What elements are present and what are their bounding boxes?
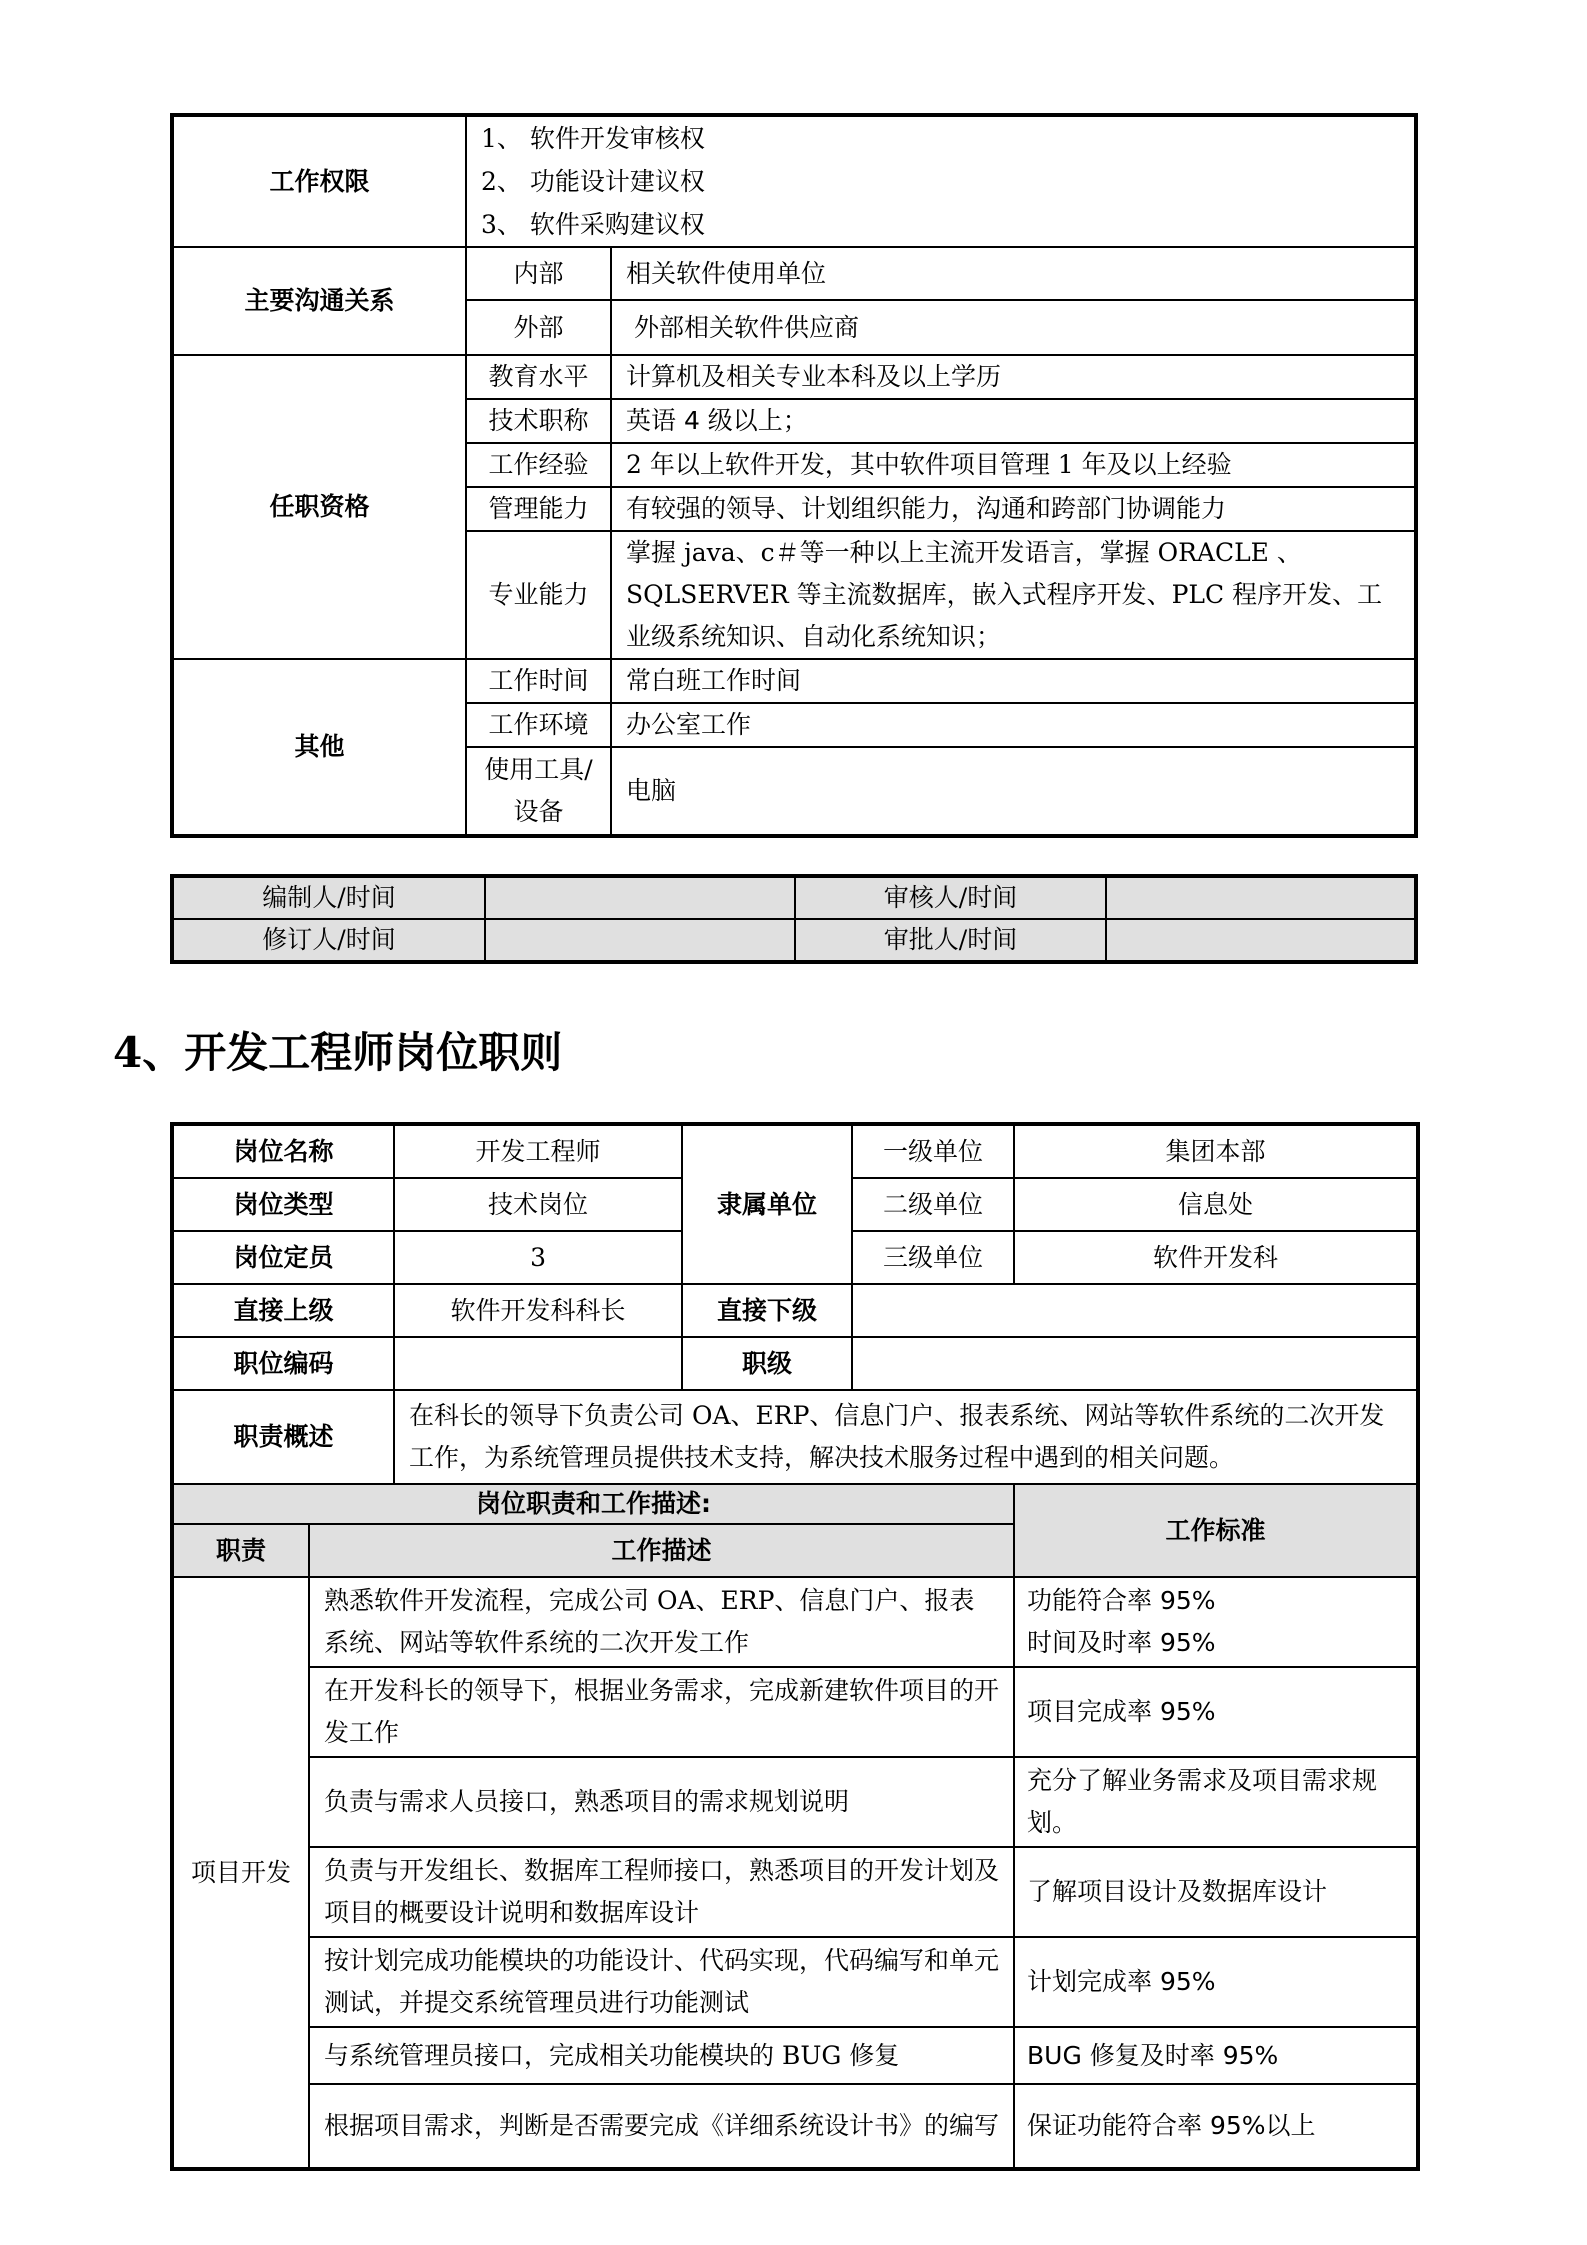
summary-value: 在科长的领导下负责公司 OA、ERP、信息门户、报表系统、网站等软件系统的二次开发工作，为系统管理员提供技术支持，解决技术服务过程中遇到的相关问题。 <box>394 1390 1417 1484</box>
other-label: 其他 <box>173 659 466 835</box>
duty-standard: 保证功能符合率 95%以上 <box>1014 2084 1417 2168</box>
superior-value: 软件开发科科长 <box>394 1284 682 1337</box>
communication-row <box>173 247 1415 300</box>
level2-label: 二级单位 <box>852 1178 1014 1231</box>
affiliation-label: 隶属单位 <box>682 1125 852 1284</box>
superior-row <box>173 1284 1417 1337</box>
duty-desc: 在开发科长的领导下，根据业务需求，完成新建软件项目的开发工作 <box>309 1667 1014 1757</box>
code-value <box>394 1337 682 1390</box>
level1-value: 集团本部 <box>1014 1125 1417 1178</box>
duty-desc: 负责与开发组长、数据库工程师接口，熟悉项目的开发计划及项目的概要设计说明和数据库设计 <box>309 1847 1014 1937</box>
approver-label: 审批人/时间 <box>795 919 1106 961</box>
management-key: 管理能力 <box>466 487 611 531</box>
duty-desc: 负责与需求人员接口，熟悉项目的需求规划说明 <box>309 1757 1014 1847</box>
duty-standard: 项目完成率 95% <box>1014 1667 1417 1757</box>
level3-value: 软件开发科 <box>1014 1231 1417 1284</box>
environment-key: 工作环境 <box>466 703 611 747</box>
duty-standard: 了解项目设计及数据库设计 <box>1014 1847 1417 1937</box>
skills-value: 掌握 java、c＃等一种以上主流开发语言，掌握 ORACLE 、SQLSERVER 等主流数据库，嵌入式程序开发、PLC 程序开发、工业级系统知识、自动化系统知识； <box>611 531 1415 659</box>
internal-key: 内部 <box>466 247 611 300</box>
duty-desc: 与系统管理员接口，完成相关功能模块的 BUG 修复 <box>309 2027 1014 2084</box>
title-key: 技术职称 <box>466 399 611 443</box>
section-heading: 4、开发工程师岗位职则 <box>113 1028 563 1077</box>
summary-row <box>173 1390 1417 1484</box>
duty-row <box>173 1937 1417 2027</box>
superior-label: 直接上级 <box>173 1284 394 1337</box>
job-requirements-table <box>172 115 1416 836</box>
code-row <box>173 1337 1417 1390</box>
reviewer-value[interactable] <box>1106 877 1415 919</box>
external-value: 外部相关软件供应商 <box>611 300 1415 355</box>
authority-items <box>466 116 1415 247</box>
duty-desc: 熟悉软件开发流程，完成公司 OA、ERP、信息门户、报表系统、网站等软件系统的二次开发工作 <box>309 1577 1014 1667</box>
tools-key: 使用工具/设备 <box>466 747 611 835</box>
education-value: 计算机及相关专业本科及以上学历 <box>611 355 1415 399</box>
duty-standard: 充分了解业务需求及项目需求规划。 <box>1014 1757 1417 1847</box>
duty-row <box>173 1847 1417 1937</box>
qualification-row <box>173 355 1415 399</box>
position-type-label: 岗位类型 <box>173 1178 394 1231</box>
signature-table <box>172 876 1416 962</box>
duty-row <box>173 1667 1417 1757</box>
duty-standard <box>1014 1577 1417 1667</box>
grade-label: 职级 <box>682 1337 852 1390</box>
position-type-value: 技术岗位 <box>394 1178 682 1231</box>
duty-row <box>173 1577 1417 1667</box>
approver-value[interactable] <box>1106 919 1415 961</box>
experience-key: 工作经验 <box>466 443 611 487</box>
signature-row <box>173 877 1415 919</box>
compiler-label: 编制人/时间 <box>173 877 485 919</box>
authority-row <box>173 116 1415 247</box>
standard-line: 时间及时率 95% <box>1027 1628 1216 1657</box>
education-key: 教育水平 <box>466 355 611 399</box>
reviewer-label: 审核人/时间 <box>795 877 1106 919</box>
authority-item: 1、 软件开发审核权 <box>481 124 705 153</box>
duties-header-row <box>173 1484 1417 1524</box>
environment-value: 办公室工作 <box>611 703 1415 747</box>
headcount-value: 3 <box>394 1231 682 1284</box>
duty-desc: 根据项目需求，判断是否需要完成《详细系统设计书》的编写 <box>309 2084 1014 2168</box>
position-description-table <box>172 1124 1418 2169</box>
position-name-row <box>173 1125 1417 1178</box>
duty-standard: 计划完成率 95% <box>1014 1937 1417 2027</box>
subordinate-label: 直接下级 <box>682 1284 852 1337</box>
title-value: 英语 4 级以上； <box>611 399 1415 443</box>
desc-col-header: 工作描述 <box>309 1524 1014 1577</box>
signature-row <box>173 919 1415 961</box>
position-name-label: 岗位名称 <box>173 1125 394 1178</box>
duties-header: 岗位职责和工作描述: <box>173 1484 1014 1524</box>
summary-label: 职责概述 <box>173 1390 394 1484</box>
tools-value: 电脑 <box>611 747 1415 835</box>
internal-value: 相关软件使用单位 <box>611 247 1415 300</box>
subordinate-value <box>852 1284 1417 1337</box>
level2-value: 信息处 <box>1014 1178 1417 1231</box>
authority-item: 2、 功能设计建议权 <box>481 167 705 196</box>
experience-value: 2 年以上软件开发，其中软件项目管理 1 年及以上经验 <box>611 443 1415 487</box>
duty-standard: BUG 修复及时率 95% <box>1014 2027 1417 2084</box>
level1-label: 一级单位 <box>852 1125 1014 1178</box>
headcount-label: 岗位定员 <box>173 1231 394 1284</box>
other-row <box>173 659 1415 703</box>
duty-desc: 按计划完成功能模块的功能设计、代码实现，代码编写和单元测试，并提交系统管理员进行功能测试 <box>309 1937 1014 2027</box>
compiler-value[interactable] <box>485 877 795 919</box>
standard-line: 功能符合率 95% <box>1027 1586 1216 1615</box>
duty-row <box>173 2084 1417 2168</box>
management-value: 有较强的领导、计划组织能力，沟通和跨部门协调能力 <box>611 487 1415 531</box>
qualifications-label: 任职资格 <box>173 355 466 659</box>
reviser-label: 修订人/时间 <box>173 919 485 961</box>
duty-row <box>173 2027 1417 2084</box>
skills-key: 专业能力 <box>466 531 611 659</box>
standard-header: 工作标准 <box>1014 1484 1417 1577</box>
work-hours-value: 常白班工作时间 <box>611 659 1415 703</box>
position-name-value: 开发工程师 <box>394 1125 682 1178</box>
communication-label: 主要沟通关系 <box>173 247 466 355</box>
level3-label: 三级单位 <box>852 1231 1014 1284</box>
authority-item: 3、 软件采购建议权 <box>481 210 705 239</box>
code-label: 职位编码 <box>173 1337 394 1390</box>
reviser-value[interactable] <box>485 919 795 961</box>
external-key: 外部 <box>466 300 611 355</box>
duty-col-header: 职责 <box>173 1524 309 1577</box>
duty-group: 项目开发 <box>173 1577 309 2168</box>
work-hours-key: 工作时间 <box>466 659 611 703</box>
grade-value <box>852 1337 1417 1390</box>
duty-row <box>173 1757 1417 1847</box>
authority-label: 工作权限 <box>173 116 466 247</box>
